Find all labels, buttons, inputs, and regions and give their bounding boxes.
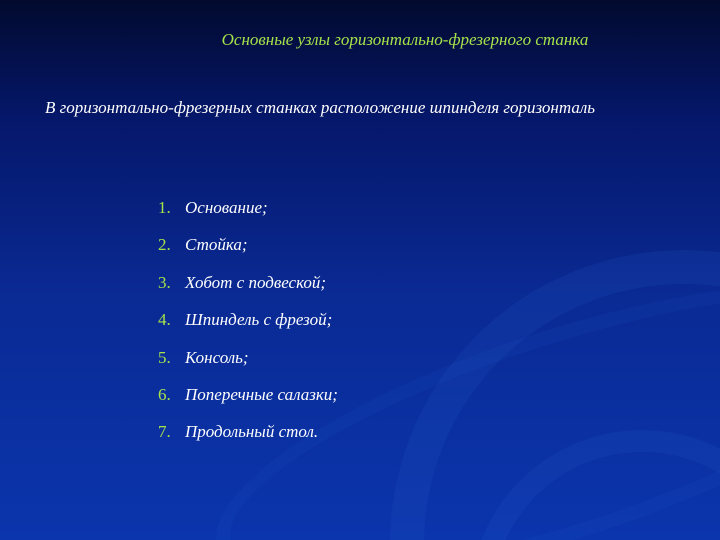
list-item-text: Основание; xyxy=(185,198,268,217)
list-item xyxy=(158,233,338,270)
slide-title: Основные узлы горизонтально-фрезерного станка xyxy=(221,30,589,49)
list-item xyxy=(158,383,338,420)
list-item-text: Шпиндель с фрезой; xyxy=(185,310,333,330)
list-item xyxy=(158,196,338,233)
list-item xyxy=(158,308,338,345)
list-item xyxy=(158,346,338,383)
list-item-number: 2. xyxy=(158,235,171,255)
list-item-number: 5. xyxy=(158,347,171,367)
list-item-text: Поперечные салазки; xyxy=(185,384,338,404)
list-item xyxy=(158,420,338,457)
list-item xyxy=(158,271,338,308)
list-item-text: Стойка; xyxy=(185,235,248,255)
list-item-number: 3. xyxy=(158,272,171,292)
list-item-number: 7. xyxy=(158,422,171,442)
list-item-number: 6. xyxy=(158,384,171,404)
list-item-text: Консоль; xyxy=(185,347,249,367)
list-item-text: Продольный стол. xyxy=(185,422,319,442)
slide-subtitle: В горизонтально-фрезерных станках расположение шпинделя горизонталь xyxy=(45,98,595,117)
list-item-number: 1. xyxy=(158,198,171,217)
list-item-text: Хобот с подвеской; xyxy=(185,272,327,292)
list-item-number: 4. xyxy=(158,310,171,330)
components-list xyxy=(158,196,338,458)
